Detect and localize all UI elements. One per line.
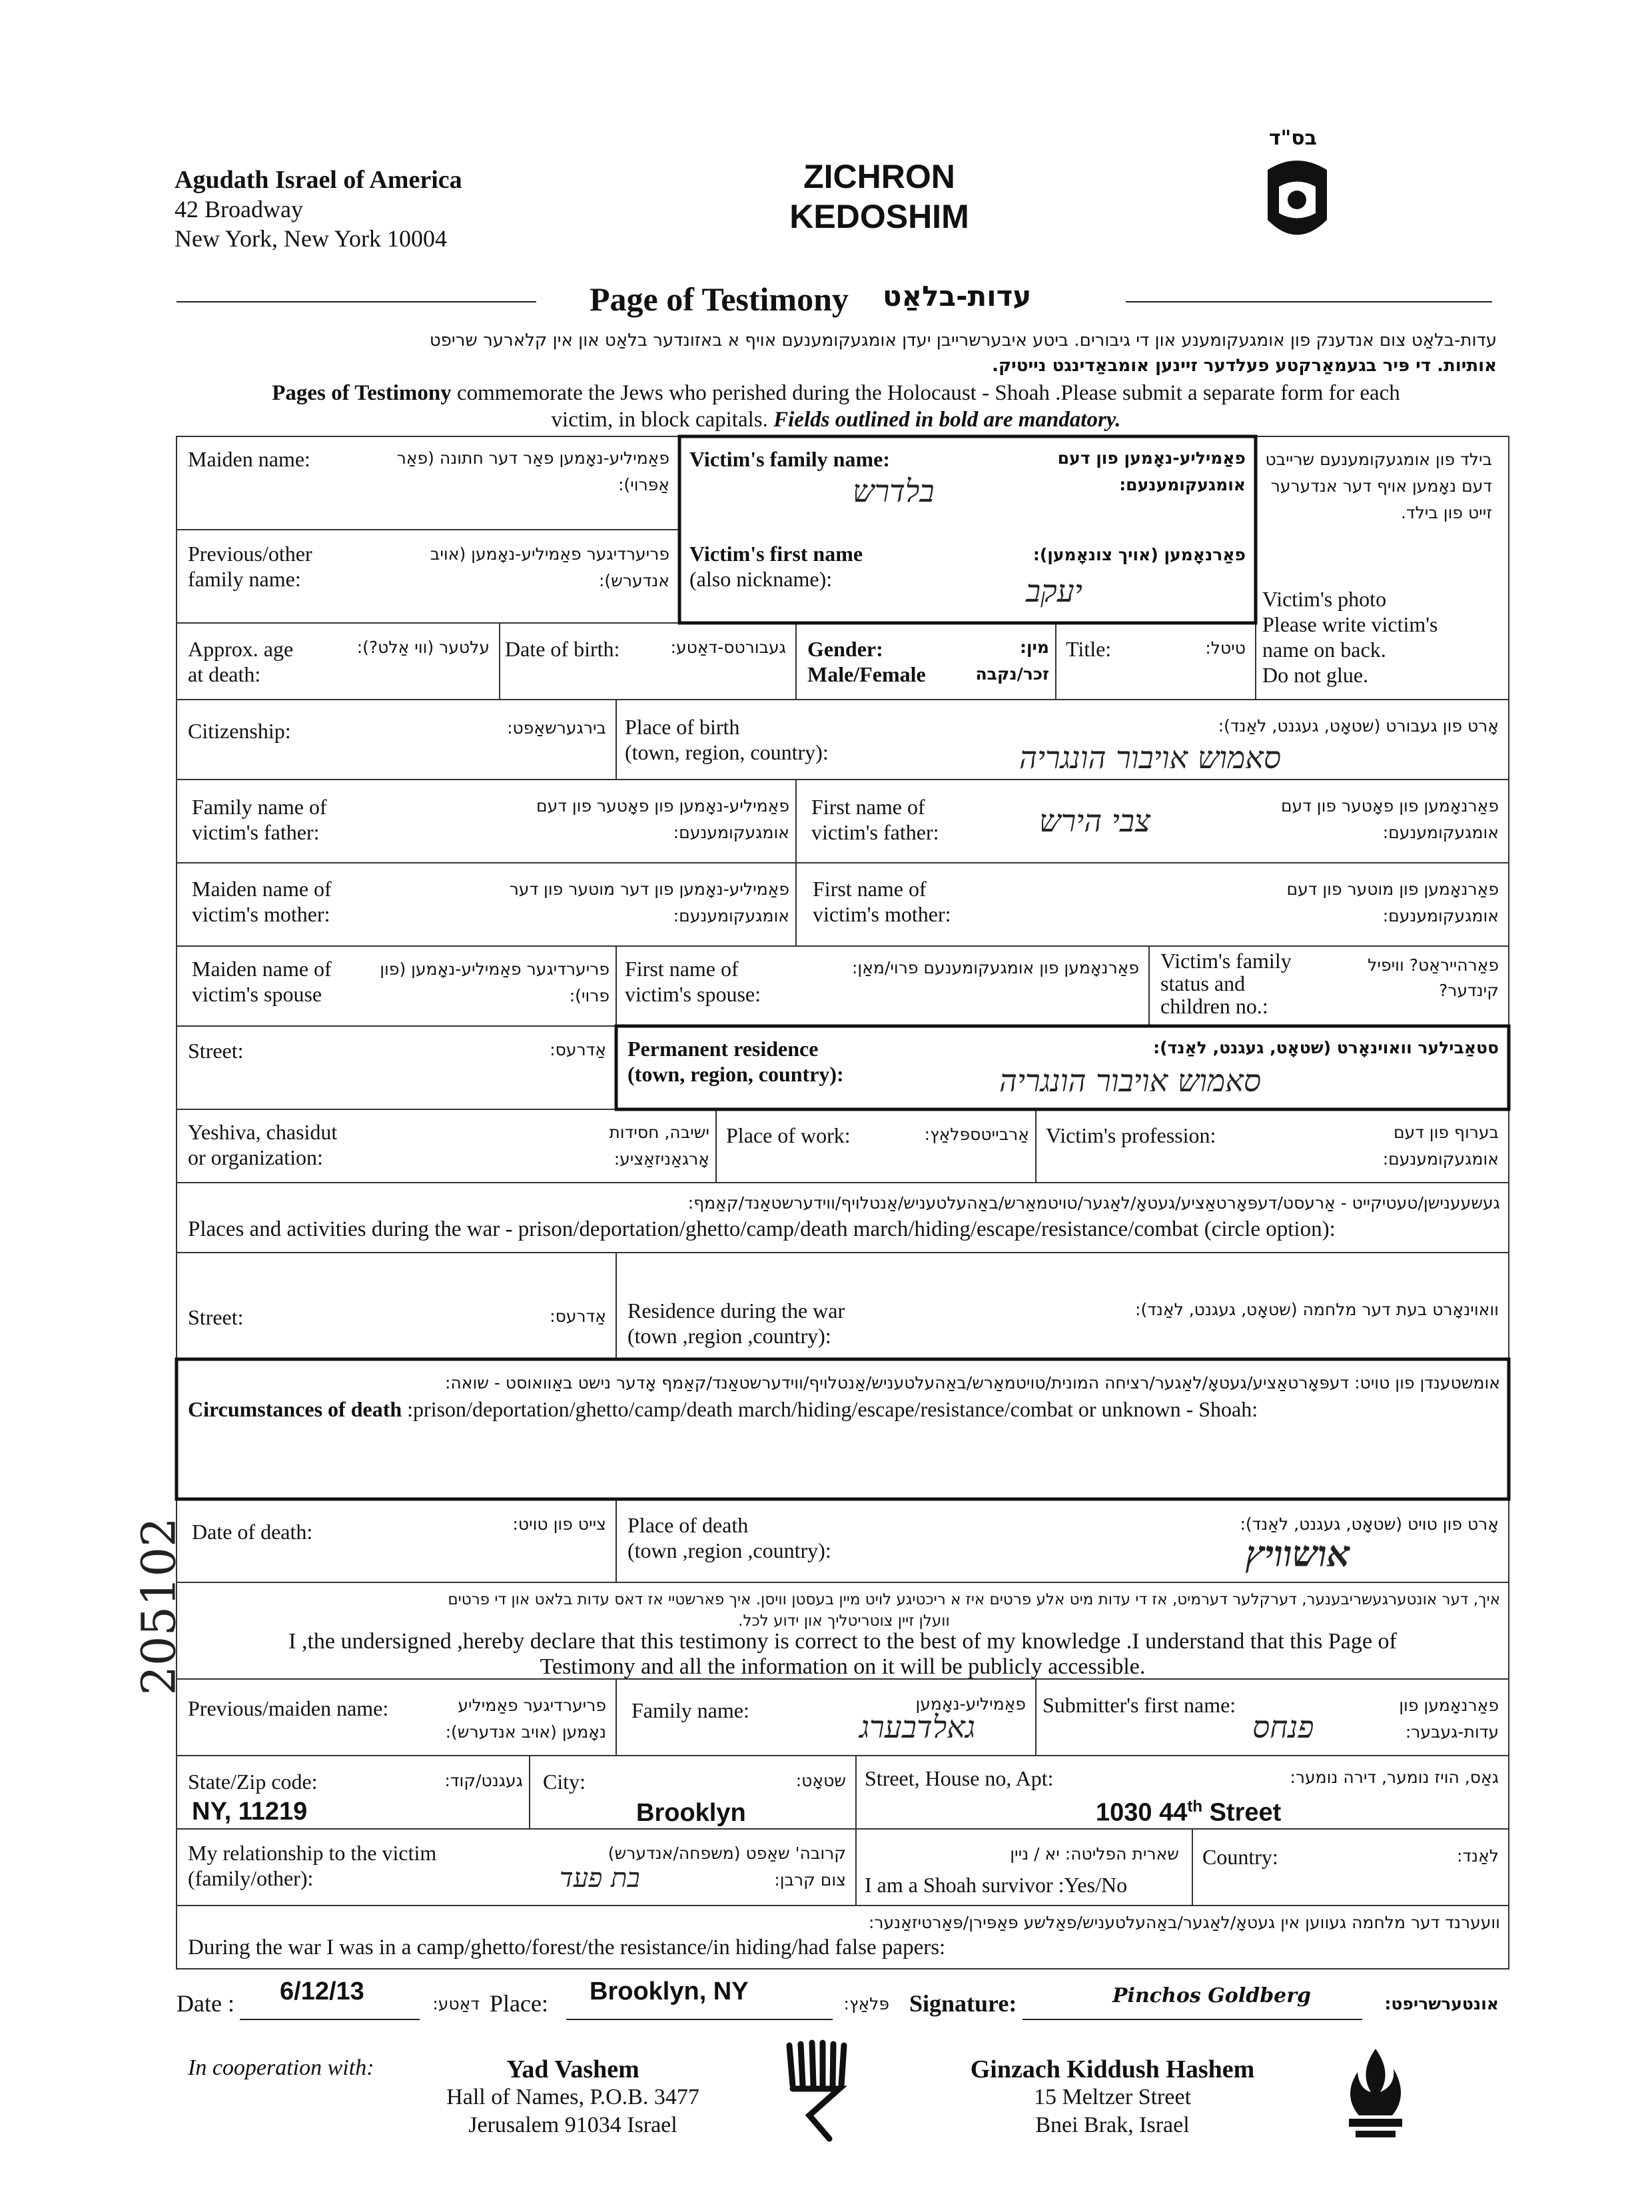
submitter-prev-label: Previous/maiden name: xyxy=(188,1696,389,1720)
perm-res-l2: (town, region, country): xyxy=(627,1062,844,1086)
relationship-he2: צום קרבן: xyxy=(774,1870,846,1890)
spouse-maiden-yiddish: פריערדיגער פאַמיליע-נאָמען (פון פרוי): xyxy=(380,959,610,1005)
bsd-mark: בס"ד xyxy=(1269,127,1317,150)
first-name-l2: (also nickname): xyxy=(689,567,833,591)
street-label: Street: xyxy=(188,1039,244,1063)
mother-maiden-l2: victim's mother: xyxy=(192,902,330,926)
spouse-first-label xyxy=(625,956,761,1007)
yeshiva-yiddish: ישיבה, חסידות אָרגאַניזאַציע: xyxy=(609,1123,709,1169)
photo-line2: Please write victim's xyxy=(1262,612,1438,636)
cooperation-label: In cooperation with: xyxy=(188,2055,374,2080)
country-label: Country: xyxy=(1202,1845,1278,1869)
dod-yiddish: צייט פון טויט: xyxy=(512,1514,606,1534)
perm-res-value[interactable]: סאמוש אויבור הונגריה xyxy=(999,1063,1262,1099)
maiden-name-label: Maiden name: xyxy=(188,447,310,471)
submitter-first-value[interactable]: פנחס xyxy=(1252,1709,1314,1745)
age-l1: Approx. age xyxy=(188,637,294,661)
intro-line2: victim, in block capitals. xyxy=(551,408,774,432)
city-value[interactable]: Brooklyn xyxy=(636,1799,746,1827)
gender-l1: Gender: xyxy=(807,637,883,661)
age-yiddish: עלטער (ווי אַלט?): xyxy=(356,638,490,657)
spouse-first-l1: First name of xyxy=(625,957,739,981)
mother-maiden-yiddish: פאַמיליע-נאָמען פון דער מוטער פון דער אומגעקומענעם: xyxy=(509,879,789,925)
yad-vashem-logo-icon xyxy=(783,2039,849,2145)
yv-name: Yad Vashem xyxy=(506,2055,639,2083)
mother-first-l1: First name of xyxy=(813,877,927,901)
father-first-l2: victim's father: xyxy=(811,820,939,844)
declaration-english xyxy=(177,1629,1509,1680)
war-res-l2: (town ,region ,country): xyxy=(627,1324,831,1348)
yad-vashem-block xyxy=(426,2055,719,2139)
profession-label: Victim's profession: xyxy=(1046,1123,1216,1147)
photo-line1: Victim's photo xyxy=(1262,587,1387,611)
spouse-maiden-l1: Maiden name of xyxy=(192,957,332,981)
gender-he1: מין: xyxy=(1019,638,1049,657)
mother-maiden-label xyxy=(192,876,332,927)
intro-bold: Pages of Testimony xyxy=(272,381,452,405)
prev-family-label xyxy=(188,541,312,592)
age-label xyxy=(188,636,293,687)
during-war-label: During the war I was in a camp/ghetto/forest/the resistance/in hiding/had false papers: xyxy=(188,1936,946,1959)
submitter-street-label: Street, House no, Apt: xyxy=(865,1766,1054,1790)
state-zip-yiddish: געגנט/קוד: xyxy=(444,1771,523,1790)
org-street: 42 Broadway xyxy=(175,196,303,223)
decl-he2: וועלן זיין צוטריטליך און ידוע לכל. xyxy=(738,1612,950,1630)
family-status-l3: children no.: xyxy=(1160,994,1268,1018)
intro-yiddish-line2: אותיות. די פּיר בגעמאַרקטע פעלדער זיינען אומבאַדינגט נייטיק. xyxy=(992,356,1497,376)
war-res-l1: Residence during the war xyxy=(627,1299,845,1323)
gender-label xyxy=(807,636,926,687)
org-city: New York, New York 10004 xyxy=(175,225,448,252)
family-status-l2: status and xyxy=(1160,971,1246,995)
relationship-value[interactable]: בת פעד xyxy=(560,1863,640,1894)
decl-en1: I ,the undersigned ,hereby declare that this testimony is correct to the best of my knowledge .I understand that this Page of xyxy=(288,1629,1397,1654)
circumstances-rest: :prison/deportation/ghetto/camp/death march/hiding/escape/resistance/combat or unknown - Shoah: xyxy=(402,1397,1258,1421)
yv-addr1: Hall of Names, P.O.B. 3477 xyxy=(446,2085,699,2109)
submitter-first-he2: עדות-געבער: xyxy=(1405,1722,1499,1742)
place-line xyxy=(566,2019,833,2020)
war-street-yiddish: אַדרעס: xyxy=(550,1307,606,1326)
date-value[interactable]: 6/12/13 xyxy=(280,1977,364,2005)
mother-first-label xyxy=(813,876,951,927)
perm-res-label xyxy=(627,1036,844,1087)
side-number: 205102 xyxy=(131,1517,187,1696)
place-value[interactable]: Brooklyn, NY xyxy=(590,1977,749,2005)
country-yiddish: לאַנד: xyxy=(1456,1846,1499,1866)
org-name: Agudath Israel of America xyxy=(175,166,462,194)
submitter-first-yiddish xyxy=(1352,1692,1499,1746)
circumstances-bold: Circumstances of death xyxy=(188,1397,402,1421)
dob-yiddish: געבורטס-דאַטע: xyxy=(670,638,786,657)
family-name-label: Victim's family name: xyxy=(689,447,890,471)
prev-family-l2: family name: xyxy=(188,567,301,591)
pod-l2: (town ,region ,country): xyxy=(627,1538,831,1562)
first-name-label xyxy=(689,541,863,592)
perm-res-yiddish: סטאַבילער וואוינאָרט (שטאָט, געגנט, לאַנד): xyxy=(1153,1038,1499,1057)
side-number-wrap xyxy=(97,1517,216,1696)
work-label: Place of work: xyxy=(726,1123,851,1147)
war-res-yiddish: וואוינאָרט בעת דער מלחמה (שטאָט, געגנט, לאַנד): xyxy=(1135,1300,1499,1319)
gk-name: Ginzach Kiddush Hashem xyxy=(970,2055,1255,2083)
pob-label xyxy=(625,714,829,765)
first-name-l1: Victim's first name xyxy=(689,542,863,566)
photo-line4: Do not glue. xyxy=(1262,663,1369,687)
place-label: Place: xyxy=(490,1990,548,2017)
war-street-label: Street: xyxy=(188,1305,244,1329)
intro-emphasis: Fields outlined in bold are mandatory. xyxy=(773,408,1121,432)
title-line2: KEDOSHIM xyxy=(789,198,969,235)
ginzach-block xyxy=(933,2055,1292,2139)
relationship-l1: My relationship to the victim xyxy=(188,1841,437,1865)
spouse-first-yiddish: פאַרנאָמען פון אומגעקומענעם פרוי/מאַן: xyxy=(851,958,1139,977)
first-name-value[interactable]: יעקב xyxy=(1026,573,1082,609)
spouse-first-l2: victim's spouse: xyxy=(625,982,761,1006)
gender-yiddish xyxy=(966,634,1049,688)
submitter-prev-he2: נאָמען (אויב אנדערש): xyxy=(445,1722,606,1742)
family-name-value[interactable]: בלדרש xyxy=(853,473,935,509)
father-first-value[interactable]: צבי הירש xyxy=(1039,803,1151,839)
first-name-yiddish: פאַרנאָמען (אויך צונאָמען): xyxy=(1032,545,1246,564)
submitter-family-label: Family name: xyxy=(631,1698,749,1722)
decl-he1: איך, דער אונטערגעשריבענער, דערקלער דערמיט, אז די עדות מיט אלע פרטים איז א ריכטיגע לויט מיין בעסטן וויסן. איך פארשטיי אז דאס עדות בלאט און די פרטים xyxy=(448,1591,1500,1608)
signature-line xyxy=(1023,2019,1362,2020)
signature-label: Signature: xyxy=(909,1990,1017,2017)
pod-label xyxy=(627,1512,831,1563)
war-res-label xyxy=(627,1298,845,1349)
yeshiva-l2: or organization: xyxy=(188,1145,323,1169)
relationship-label xyxy=(188,1840,436,1891)
submitter-prev-yiddish xyxy=(406,1692,606,1746)
submitter-street-value[interactable] xyxy=(1096,1798,1281,1828)
mother-maiden-l1: Maiden name of xyxy=(192,877,332,901)
submitter-family-value[interactable]: גאלדבערג xyxy=(859,1709,976,1745)
submitter-prev-he1: פריערדיגער פאַמיליע xyxy=(458,1696,606,1715)
street-sup: th xyxy=(1187,1798,1203,1816)
prev-family-l1: Previous/other xyxy=(188,542,312,566)
circumstances-label xyxy=(188,1396,1258,1422)
date-line xyxy=(240,2019,420,2020)
state-zip-label: State/Zip code: xyxy=(188,1770,318,1794)
title-line1: ZICHRON xyxy=(803,158,955,195)
father-first-l1: First name of xyxy=(811,795,925,819)
profession-yiddish: בערוף פון דעם אומגעקומענעם: xyxy=(1382,1123,1499,1169)
relationship-l2: (family/other): xyxy=(188,1866,314,1890)
pod-value[interactable]: אושוויץ xyxy=(1246,1532,1350,1575)
during-war-yiddish: וועערנד דער מלחמה געווען אין געטאָ/לאַגער/באַהעלטעניש/פאַלשע פּאַפּירן/פּאַרטיזאַנער: xyxy=(869,1913,1500,1932)
photo-line3: name on back. xyxy=(1262,638,1386,662)
relationship-he1: קרובה' שאַפט (משפחה/אנדערש) xyxy=(608,1844,846,1863)
yv-addr2: Jerusalem 91034 Israel xyxy=(468,2113,677,2137)
title-label: Title: xyxy=(1066,637,1112,661)
mother-first-yiddish: פאַרנאָמען פון מוטער פון דעם אומגעקומענעם: xyxy=(1286,879,1499,925)
city-yiddish: שטאָט: xyxy=(795,1771,846,1790)
street-end: Street xyxy=(1202,1798,1282,1827)
city-label: City: xyxy=(543,1770,586,1794)
declaration-yiddish xyxy=(188,1589,1500,1632)
perm-res-l1: Permanent residence xyxy=(627,1037,819,1061)
dod-label: Date of death: xyxy=(192,1520,313,1544)
submitter-first-he1: פאַרנאָמען פון xyxy=(1399,1696,1499,1715)
father-family-label xyxy=(192,794,327,845)
pob-value[interactable]: סאמוש אויבור הונגריה xyxy=(1019,740,1282,776)
gk-addr2: Bnei Brak, Israel xyxy=(1035,2113,1190,2137)
dob-label: Date of birth: xyxy=(505,637,620,661)
date-yiddish: דאַטע: xyxy=(432,1994,480,2013)
yeshiva-l1: Yeshiva, chasidut xyxy=(188,1120,338,1144)
father-family-l1: Family name of xyxy=(192,795,327,819)
family-name-yiddish: פאַמיליע-נאָמען פון דעם אומגעקומענעם: xyxy=(1057,448,1246,494)
pob-l2: (town, region, country): xyxy=(625,740,829,764)
citizenship-yiddish: בירגערשאַפט: xyxy=(507,718,606,738)
ginzach-flame-logo-icon xyxy=(1339,2045,1412,2145)
gender-he2: זכר/נקבה xyxy=(975,664,1049,684)
maiden-name-yiddish: פאַמיליע-נאָמען פאַר דער חתונה (פאַר אַפּרוי): xyxy=(396,448,669,494)
date-label: Date : xyxy=(177,1990,234,2017)
prev-family-yiddish: פריערדיגער פאַמיליע-נאָמען (אויב אנדערש): xyxy=(430,544,669,590)
circumstances-yiddish: אומשטענדן פון טויט: דעפּאָרטאַציע/געטאָ/לאַגער/רציחה המונית/טויטמאַרש/באַהעלטעניש/אַנטלויף/ווידערשטאַנד/קאַמף אָדער נישט באַוואוסט - שואה: xyxy=(444,1373,1500,1392)
father-family-l2: victim's father: xyxy=(192,820,320,844)
decl-en2: Testimony and all the information on it will be publicly accessible. xyxy=(540,1654,1146,1679)
family-status-label xyxy=(1160,949,1292,1017)
mother-first-l2: victim's mother: xyxy=(813,902,951,926)
place-yiddish: פּלאַץ: xyxy=(843,1994,889,2013)
age-l2: at death: xyxy=(188,662,261,686)
state-zip-value[interactable]: NY, 11219 xyxy=(192,1798,308,1826)
photo-box-yiddish: בילד פון אומגעקומענעם שרייבט דעם נאָמען אויף דער אנדערער זייט פון בילד. xyxy=(1265,450,1492,522)
title-yiddish: טיטל: xyxy=(1205,638,1246,658)
activities-label: Places and activities during the war - prison/deportation/ghetto/camp/death march/hiding/escape/resistance/combat (circle option): xyxy=(188,1217,1336,1241)
father-first-label xyxy=(811,794,939,845)
photo-box-english xyxy=(1262,586,1438,688)
pod-l1: Place of death xyxy=(627,1513,749,1537)
pod-yiddish: אָרט פון טויט (שטאָט, געגנט, לאַנד): xyxy=(1240,1514,1499,1534)
work-yiddish: אַרבייטספּלאַץ: xyxy=(924,1125,1029,1144)
street-num: 1030 44 xyxy=(1096,1798,1188,1827)
signature-value[interactable]: Pinchos Goldberg xyxy=(1112,1984,1312,2007)
father-first-yiddish: פאַרנאָמען פון פאָטער פון דעם אומגעקומענעם: xyxy=(1280,796,1499,842)
gk-addr1: 15 Meltzer Street xyxy=(1033,2085,1192,2109)
family-status-l1: Victim's family xyxy=(1160,949,1292,973)
intro-rest: commemorate the Jews who perished during the Holocaust - Shoah .Please submit a separate form for each xyxy=(451,381,1400,405)
pob-l1: Place of birth xyxy=(625,715,740,739)
spouse-maiden-label xyxy=(192,956,332,1007)
intro-yiddish-line1: עדות-בלאַט צום אנדענק פון אומגעקומענע און די גיבורים. ביטע איבערשרייבן יעדן אומגעקומענעם אויף א באזונדער בלאַט און אין קלארער שריפט xyxy=(429,330,1497,350)
submitter-first-label: Submitter's first name: xyxy=(1042,1693,1236,1717)
signature-yiddish: אונטערשריפט: xyxy=(1384,1994,1499,2013)
family-status-yiddish: פאַרהייראַט? וויפיל קינדער? xyxy=(1368,955,1499,1000)
father-family-yiddish: פאַמיליע-נאָמען פון פאָטער פון דעם אומגעקומענעם: xyxy=(536,796,789,842)
spouse-maiden-l2: victim's spouse xyxy=(192,982,322,1006)
pob-yiddish: אָרט פון געבורט (שטאָט, געגנט, לאַנד): xyxy=(1218,716,1499,736)
submitter-street-yiddish: גאַס, הויז נומער, דירה נומער: xyxy=(1290,1768,1499,1787)
survivor-yiddish: שארית הפליטה: יא / ניין xyxy=(1010,1844,1179,1864)
yeshiva-label xyxy=(188,1119,337,1170)
activities-yiddish: געשעענישן/טעטיקייט - אַרעסט/דעפּאָרטאַציע/געטאָ/לאַגער/טויטמאַרש/באַהעלטעניש/אַנטלויף/ווידערשטאַנד/קאַמף: xyxy=(687,1193,1500,1213)
submitter-family-yiddish: פאַמיליע-נאָמען xyxy=(915,1694,1026,1714)
street-yiddish: אַדרעס: xyxy=(550,1040,606,1059)
survivor-label: I am a Shoah survivor :Yes/No xyxy=(865,1873,1128,1897)
gender-l2: Male/Female xyxy=(807,662,926,686)
page-title-yiddish: עדות-בלאַט xyxy=(883,280,1032,312)
page-title-english: Page of Testimony xyxy=(590,280,849,318)
citizenship-label: Citizenship: xyxy=(188,719,291,743)
